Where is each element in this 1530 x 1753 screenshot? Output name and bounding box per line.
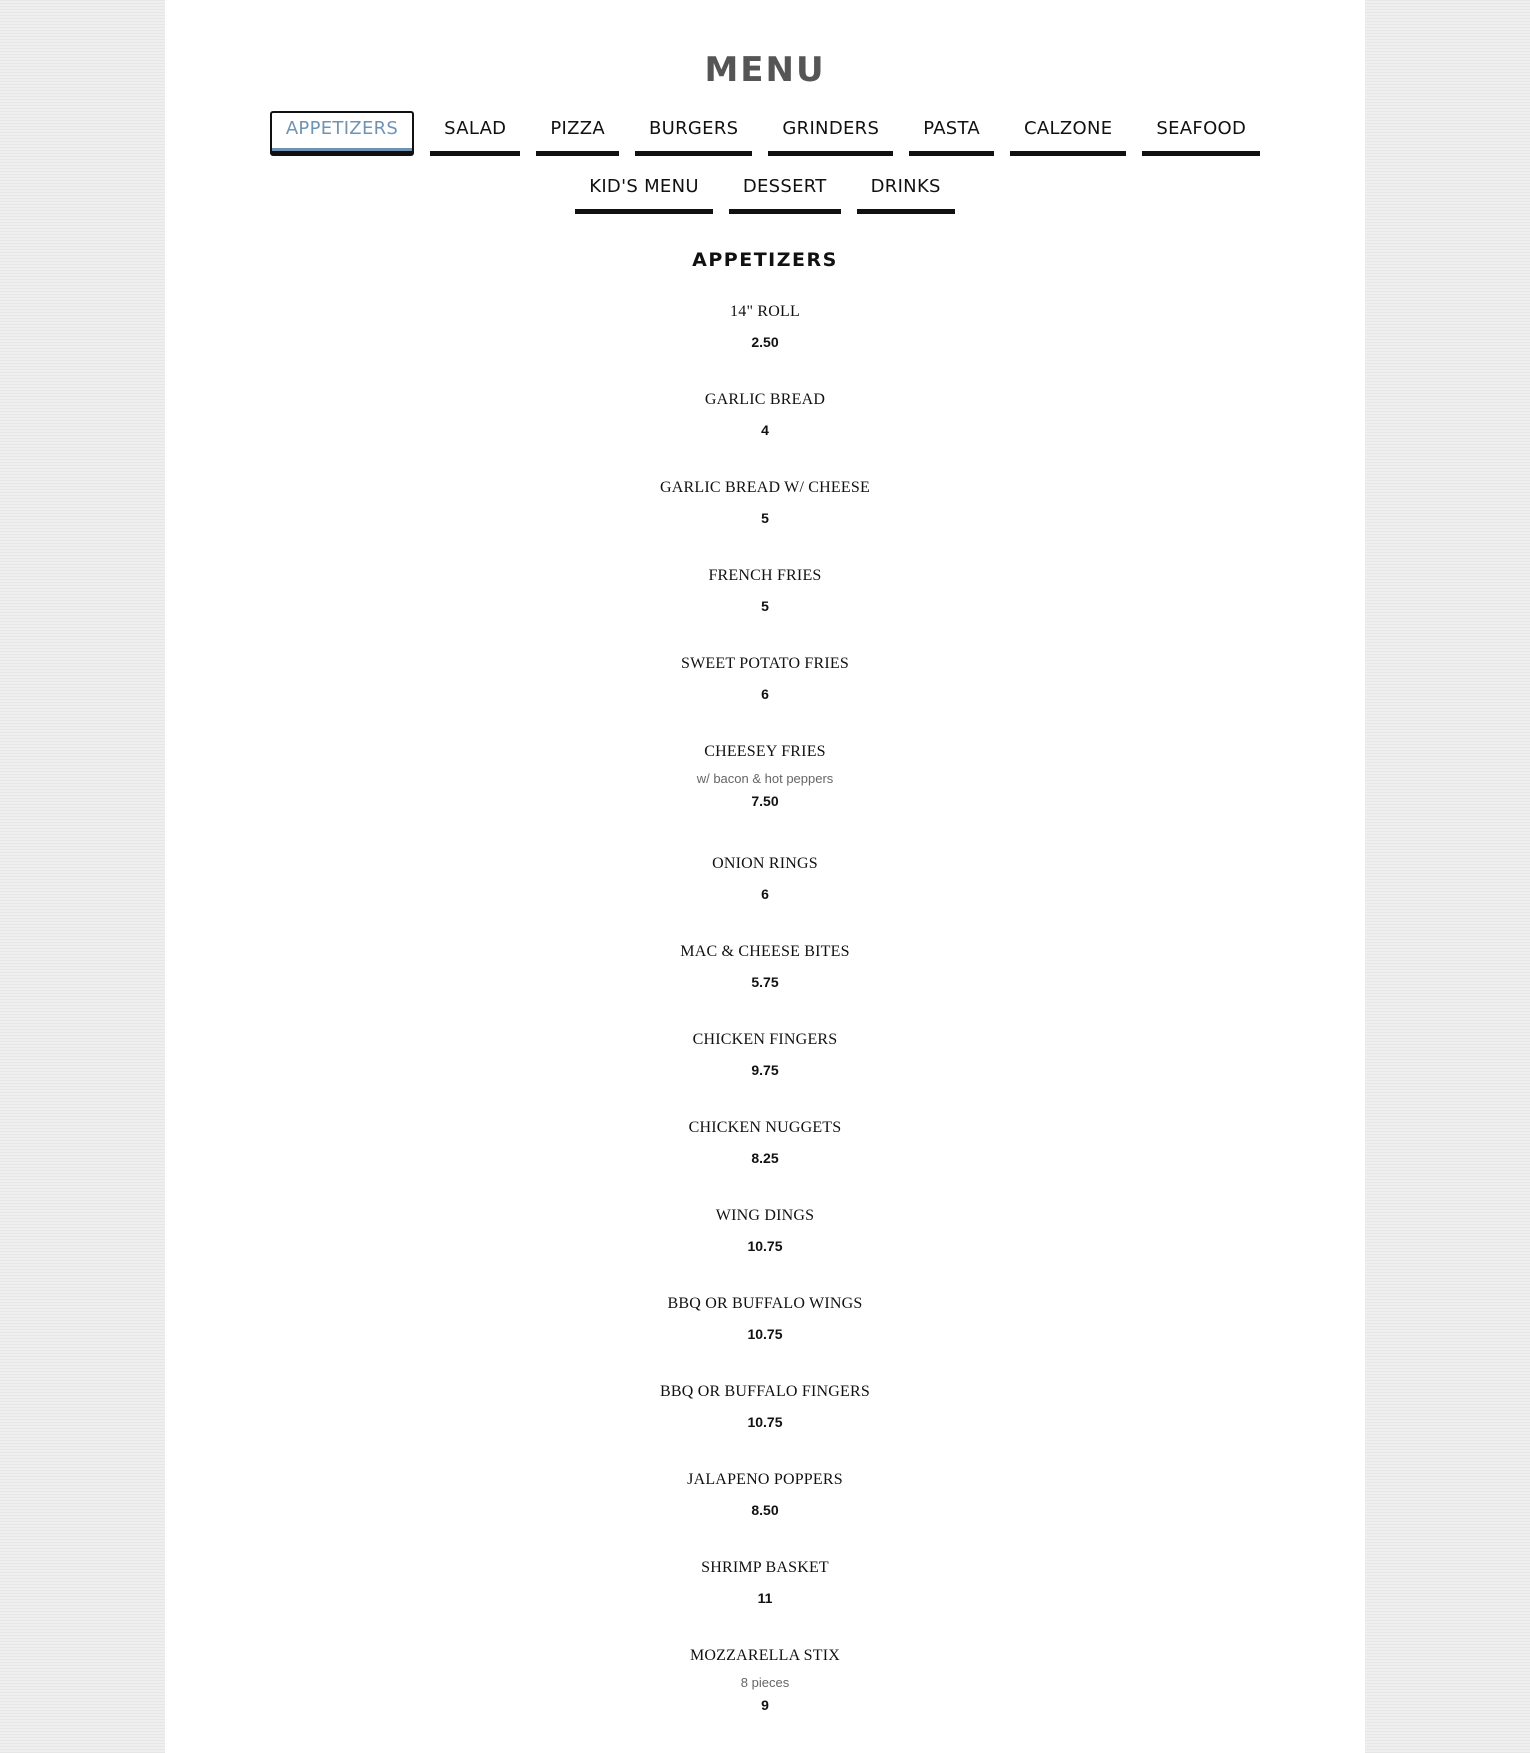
tab-kids-menu[interactable]: KID'S MENU: [575, 169, 713, 214]
menu-item: [165, 1465, 1365, 1553]
menu-item-name: CHICKEN NUGGETS: [688, 1119, 842, 1136]
tab-pizza[interactable]: PIZZA: [536, 111, 619, 156]
tab-pasta[interactable]: PASTA: [909, 111, 994, 156]
menu-item-description: 8 pieces: [740, 1675, 790, 1690]
menu-item: [165, 1553, 1365, 1641]
menu-item-price: 8.25: [751, 1150, 779, 1166]
menu-item-name: ONION RINGS: [712, 855, 818, 872]
menu-item-name: CHICKEN FINGERS: [692, 1031, 838, 1048]
menu-item-name: GARLIC BREAD W/ CHEESE: [660, 479, 870, 496]
menu-tabs-row-1: [165, 111, 1365, 156]
menu-item-price: 5: [761, 598, 769, 614]
menu-item-price: 10.75: [747, 1238, 783, 1254]
menu-item-price: 6: [761, 886, 769, 902]
menu-item: [165, 1201, 1365, 1289]
menu-item: [165, 473, 1365, 561]
menu-item-name: GARLIC BREAD: [704, 391, 826, 408]
tab-salad[interactable]: SALAD: [430, 111, 520, 156]
menu-item: [165, 1289, 1365, 1377]
menu-item: [165, 649, 1365, 737]
menu-item: [165, 1641, 1365, 1753]
menu-item: [165, 737, 1365, 849]
menu-item-price: 10.75: [747, 1326, 783, 1342]
menu-item-name: MAC & CHEESE BITES: [680, 943, 850, 960]
menu-item-price: 9: [761, 1697, 769, 1713]
tab-grinders[interactable]: GRINDERS: [768, 111, 893, 156]
menu-item: [165, 1377, 1365, 1465]
menu-item-price: 2.50: [751, 334, 779, 350]
menu-item-name: SWEET POTATO FRIES: [681, 655, 849, 672]
menu-item-price: 5.75: [751, 974, 779, 990]
menu-item-name: 14" ROLL: [730, 303, 800, 320]
menu-item-name: BBQ OR BUFFALO WINGS: [667, 1295, 863, 1312]
menu-item-price: 8.50: [751, 1502, 779, 1518]
menu-item-list: [165, 297, 1365, 1753]
menu-item-price: 7.50: [751, 793, 779, 809]
tab-burgers[interactable]: BURGERS: [635, 111, 752, 156]
menu-item-price: 11: [757, 1590, 773, 1606]
menu-item: [165, 937, 1365, 1025]
menu-item-description: w/ bacon & hot peppers: [696, 771, 834, 786]
menu-item: [165, 561, 1365, 649]
section-heading: APPETIZERS: [692, 249, 838, 271]
menu-item-name: MOZZARELLA STIX: [689, 1647, 841, 1664]
tab-drinks[interactable]: DRINKS: [857, 169, 955, 214]
page-title: MENU: [704, 50, 826, 90]
menu-item-name: JALAPENO POPPERS: [687, 1471, 843, 1488]
menu-item-name: WING DINGS: [715, 1207, 815, 1224]
menu-item-name: BBQ OR BUFFALO FINGERS: [660, 1383, 870, 1400]
menu-item: [165, 1113, 1365, 1201]
menu-item: [165, 385, 1365, 473]
menu-item-price: 5: [761, 510, 769, 526]
menu-item-name: FRENCH FRIES: [708, 567, 822, 584]
menu-page: [165, 0, 1365, 1753]
menu-item-price: 9.75: [751, 1062, 779, 1078]
tab-appetizers[interactable]: APPETIZERS: [270, 111, 414, 156]
menu-item: [165, 1025, 1365, 1113]
menu-item: [165, 297, 1365, 385]
tab-dessert[interactable]: DESSERT: [729, 169, 841, 214]
menu-item: [165, 849, 1365, 937]
menu-item-price: 6: [761, 686, 769, 702]
menu-item-price: 4: [761, 422, 769, 438]
tab-seafood[interactable]: SEAFOOD: [1142, 111, 1260, 156]
tab-calzone[interactable]: CALZONE: [1010, 111, 1126, 156]
menu-tabs-row-2: [165, 169, 1365, 214]
menu-item-name: CHEESEY FRIES: [704, 743, 826, 760]
menu-item-name: SHRIMP BASKET: [701, 1559, 829, 1576]
menu-item-price: 10.75: [747, 1414, 783, 1430]
